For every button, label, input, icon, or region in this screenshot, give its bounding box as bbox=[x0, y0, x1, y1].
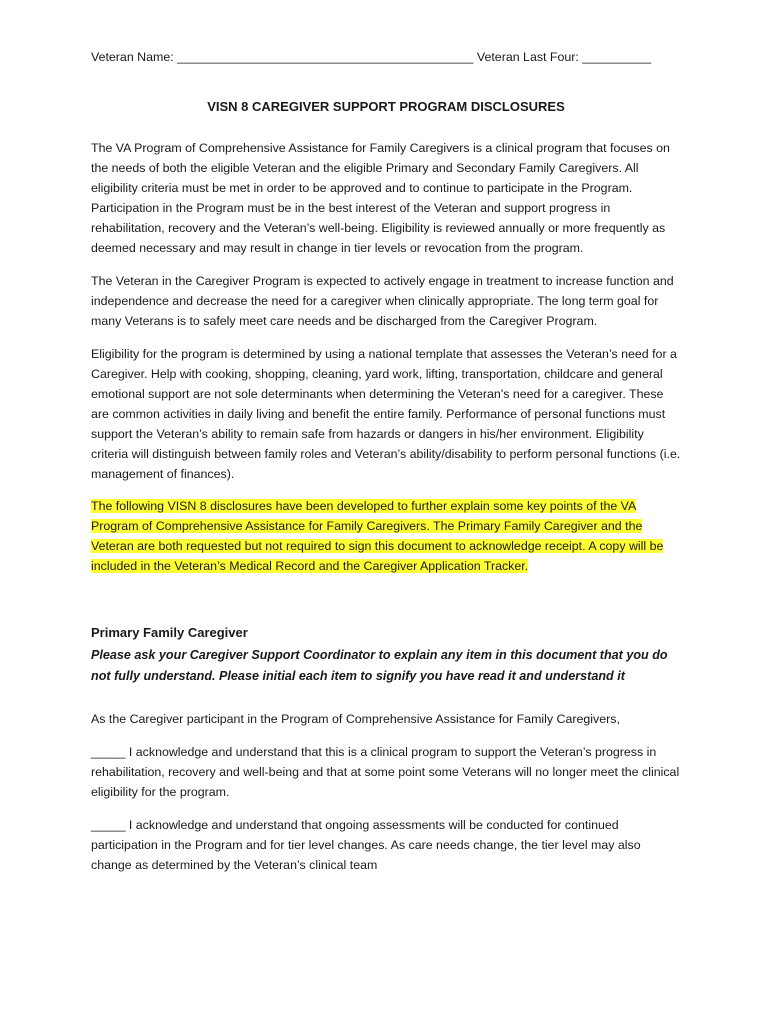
instruction-text: Please ask your Caregiver Support Coordinator to explain any item in this document that you do not fully understand. Please initial each item to signify you have read it and understand it bbox=[91, 648, 668, 683]
paragraph-veteran-expectations: The Veteran in the Caregiver Program is expected to actively engage in treatment to increase function and independence and decrease the need for a caregiver when clinically appropriate. The long term goal for many Veterans is to safely meet care needs and be discharged from the Caregiver Program. bbox=[91, 274, 674, 328]
veteran-header-line bbox=[91, 47, 681, 67]
acknowledgement-item-1: _____ I acknowledge and understand that this is a clinical program to support the Veteran’s progress in rehabilitation, recovery and well-being and that at some point some Veterans will no longer meet the clinical eligibility for the program. bbox=[91, 745, 680, 799]
intro-text: As the Caregiver participant in the Program of Comprehensive Assistance for Family Caregivers, bbox=[91, 712, 620, 726]
paragraph-program-overview: The VA Program of Comprehensive Assistance for Family Caregivers is a clinical program that focuses on the needs of both the eligible Veteran and the eligible Primary and Secondary Family Caregivers. All eligibility criteria must be met in order to be approved and to continue to participate in the Program. Participation in the Program must be in the best interest of the Veteran and support progress in rehabilitation, recovery and the Veteran’s well-being. Eligibility is reviewed annually or more frequently as deemed necessary and may result in change in tier levels or revocation from the program. bbox=[91, 141, 670, 255]
veteran-last-four-blank: __________ bbox=[582, 50, 652, 64]
veteran-last-four-label: Veteran Last Four: bbox=[476, 50, 579, 64]
paragraph-disclosures-notice bbox=[91, 496, 681, 576]
highlighted-text: The following VISN 8 disclosures have been developed to further explain some key points of the VA Program of Comprehensive Assistance for Family Caregivers. The Primary Family Caregiver and the Veteran are both requested but not required to sign this document to acknowledge receipt. A copy will be included in the Veteran’s Medical Record and the Caregiver Application Tracker. bbox=[91, 499, 664, 573]
section-heading-primary-caregiver: Primary Family Caregiver bbox=[91, 625, 248, 640]
veteran-name-label: Veteran Name: bbox=[91, 50, 174, 64]
document-title: VISN 8 CAREGIVER SUPPORT PROGRAM DISCLOSURES bbox=[207, 99, 565, 114]
acknowledgement-item-2: _____ I acknowledge and understand that ongoing assessments will be conducted for continued participation in the Program and for tier level changes. As care needs change, the tier level may also change as determined by the Veteran’s clinical team bbox=[91, 818, 641, 872]
veteran-name-blank: ___________________________________________ bbox=[177, 50, 474, 64]
paragraph-eligibility: Eligibility for the program is determined by using a national template that assesses the Veteran’s need for a Caregiver. Help with cooking, shopping, cleaning, yard work, lifting, transportation, childcare and general emotional support are not sole determinants when determining the Veteran's need for a caregiver. These are common activities in daily living and benefit the entire family. Performance of personal functions must support the Veteran’s ability to remain safe from hazards or dangers in his/her environment. Eligibility criteria will distinguish between family roles and Veteran’s ability/disability to perform personal functions (i.e. management of finances). bbox=[91, 347, 681, 481]
